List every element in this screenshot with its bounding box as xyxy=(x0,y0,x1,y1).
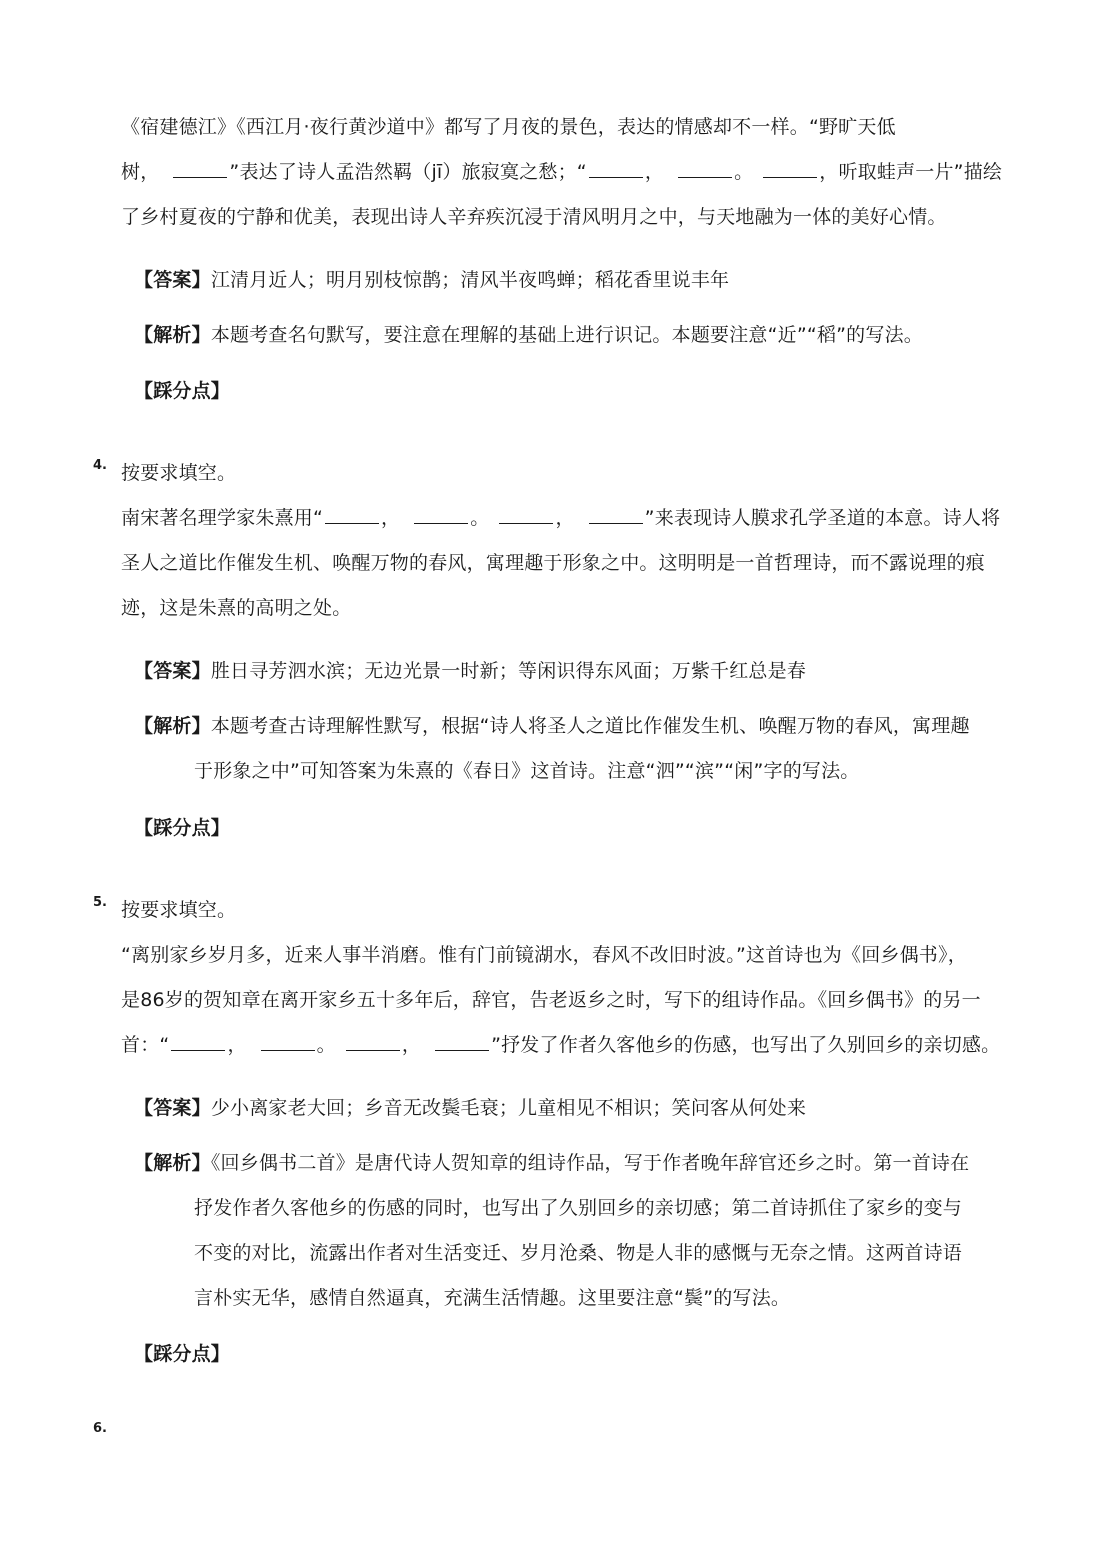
q3-score-points: 【踩分点】 xyxy=(134,380,231,402)
q4-score-points: 【踩分点】 xyxy=(134,817,231,839)
q4-line-3: 迹，这是朱熹的高明之处。 xyxy=(121,597,352,619)
q4-prompt: 按要求填空。 xyxy=(121,462,237,484)
q5-line-2: 是86岁的贺知章在离开家乡五十多年后，辞官，告老返乡之时，写下的组诗作品。《回乡偶书》的另一 xyxy=(121,989,981,1011)
fill-blank xyxy=(435,1032,489,1051)
q5-answer: 【答案】少小离家老大回；乡音无改鬓毛衰；儿童相见不相识；笑问客从何处来 xyxy=(134,1097,807,1119)
fill-blank xyxy=(499,505,553,524)
q5-number: 5. xyxy=(93,895,107,910)
q4-line-1: 南宋著名理学家朱熹用“ ， 。 ， ”来表现诗人膜求孔学圣道的本意。诗人将 xyxy=(121,507,1001,529)
analysis-label: 【解析】 xyxy=(134,324,211,346)
fill-blank xyxy=(261,1032,315,1051)
fill-blank xyxy=(589,159,643,178)
q5-line-1: “离别家乡岁月多，近来人事半消磨。惟有门前镜湖水，春风不改旧时波。”这首诗也为《回乡偶书》， xyxy=(121,944,967,966)
fill-blank xyxy=(171,1032,225,1051)
q4-analysis-line-2: 于形象之中”可知答案为朱熹的《春日》这首诗。注意“泗”“滨”“闲”字的写法。 xyxy=(194,760,860,782)
answer-label: 【答案】 xyxy=(134,1097,211,1119)
q3-answer: 【答案】江清月近人；明月别枝惊鹊；清风半夜鸣蝉；稻花香里说丰年 xyxy=(134,269,730,291)
q6-number: 6. xyxy=(93,1421,107,1436)
answer-label: 【答案】 xyxy=(134,660,211,682)
q4-line-2: 圣人之道比作催发生机、唤醒万物的春风，寓理趣于形象之中。这明明是一首哲理诗，而不露说理的痕 xyxy=(121,552,986,574)
q4-answer: 【答案】胜日寻芳泗水滨；无边光景一时新；等闲识得东风面；万紫千红总是春 xyxy=(134,660,807,682)
q5-prompt: 按要求填空。 xyxy=(121,899,237,921)
analysis-label: 【解析】 xyxy=(134,715,211,737)
q5-analysis-line-2: 抒发作者久客他乡的伤感的同时，也写出了久别回乡的亲切感；第二首诗抓住了家乡的变与 xyxy=(194,1197,963,1219)
q4-analysis: 【解析】本题考查古诗理解性默写，根据“诗人将圣人之道比作催发生机、唤醒万物的春风，寓理趣 xyxy=(134,715,970,737)
fill-blank xyxy=(414,505,468,524)
q5-analysis-line-3: 不变的对比，流露出作者对生活变迁、岁月沧桑、物是人非的感慨与无奈之情。这两首诗语 xyxy=(194,1242,963,1264)
fill-blank xyxy=(763,159,817,178)
q5-analysis-line-4: 言朴实无华，感情自然逼真，充满生活情趣。这里要注意“鬓”的写法。 xyxy=(194,1287,791,1309)
answer-label: 【答案】 xyxy=(134,269,211,291)
q5-line-3: 首：“ ， 。 ， ”抒发了作者久客他乡的伤感，也写出了久别回乡的亲切感。 xyxy=(121,1034,1001,1056)
q3-intro-line-1: 《宿建德江》《西江月·夜行黄沙道中》都写了月夜的景色，表达的情感却不一样。“野旷天低 xyxy=(121,116,896,138)
fill-blank xyxy=(346,1032,400,1051)
q3-intro-line-3: 了乡村夏夜的宁静和优美，表现出诗人辛弃疾沉浸于清风明月之中，与天地融为一体的美好心情。 xyxy=(121,206,947,228)
analysis-label: 【解析】 xyxy=(134,1152,211,1174)
q5-analysis: 【解析】《回乡偶书二首》是唐代诗人贺知章的组诗作品，写于作者晚年辞官还乡之时。第一首诗在 xyxy=(134,1152,970,1174)
q3-intro-line-2: 树， ”表达了诗人孟浩然羁（jī）旅寂寞之愁；“ ， 。 ，听取蛙声一片”描绘 xyxy=(121,161,1003,183)
fill-blank xyxy=(589,505,643,524)
q4-number: 4. xyxy=(93,458,107,473)
fill-blank xyxy=(678,159,732,178)
fill-blank xyxy=(173,159,227,178)
q5-score-points: 【踩分点】 xyxy=(134,1343,231,1365)
q3-analysis: 【解析】本题考查名句默写，要注意在理解的基础上进行识记。本题要注意“近”“稻”的写法。 xyxy=(134,324,923,346)
fill-blank xyxy=(325,505,379,524)
